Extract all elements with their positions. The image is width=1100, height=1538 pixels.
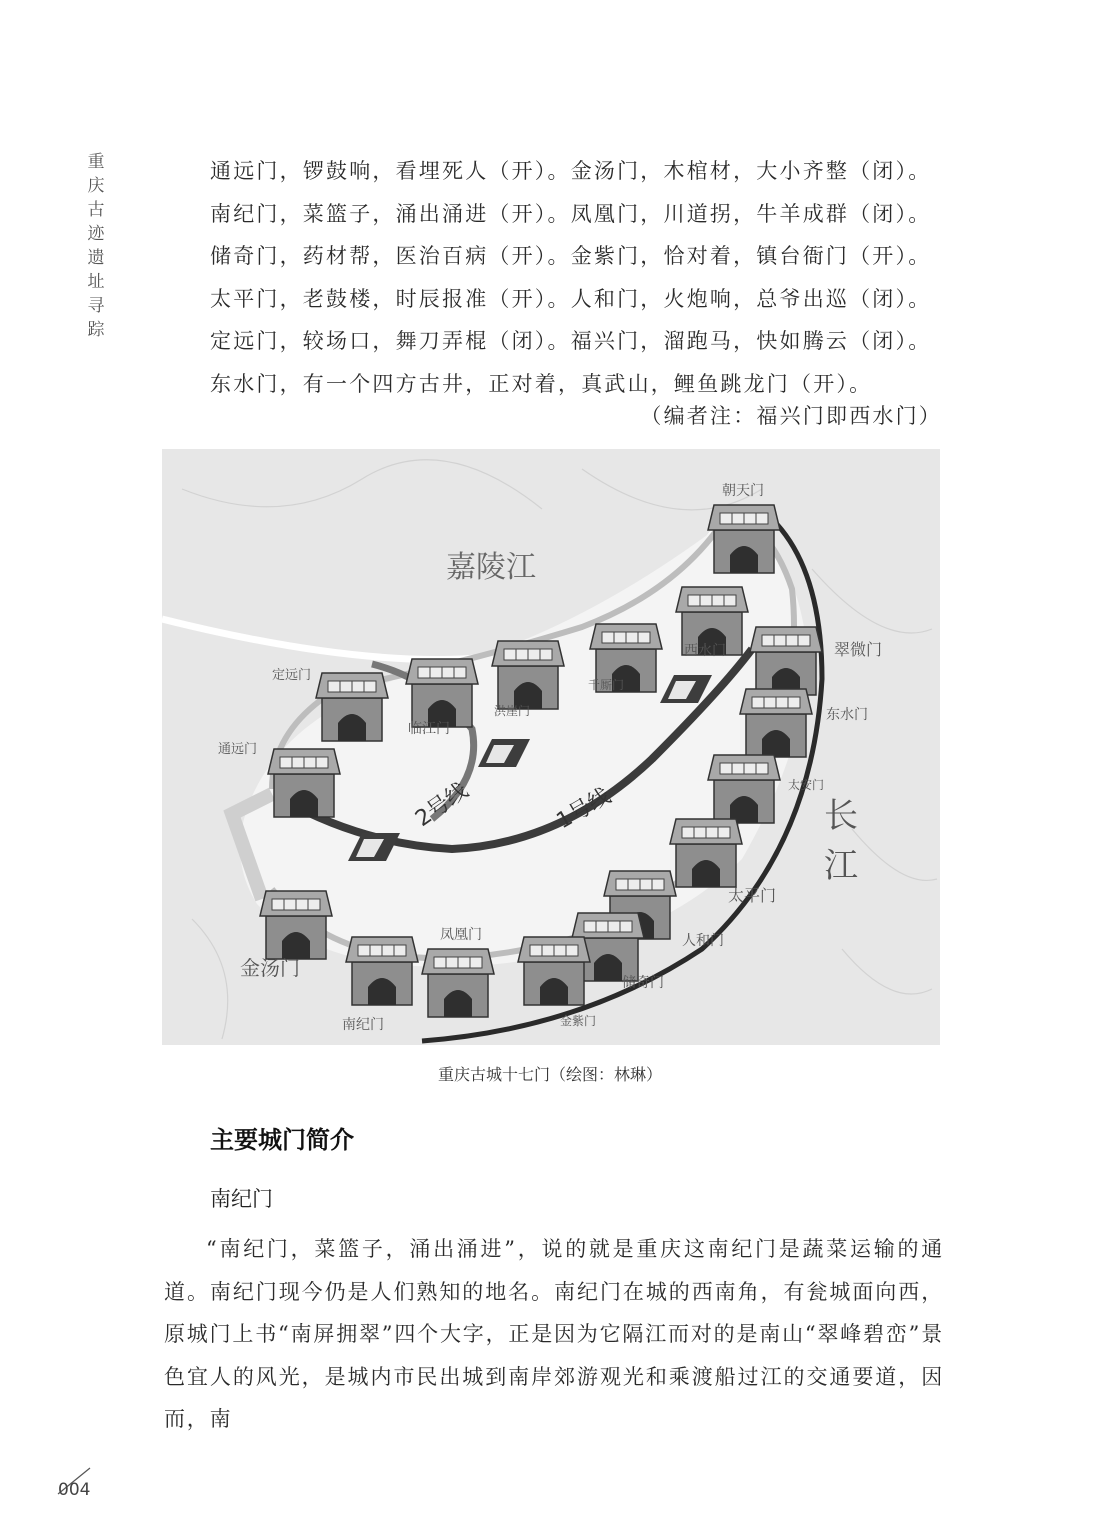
gate-label-qianshi: 千厮门	[588, 678, 625, 692]
section-title: 主要城门简介	[210, 1126, 354, 1154]
editor-note: （编者注：福兴门即西水门）	[640, 404, 942, 428]
gate-label-hongya: 洪崖门	[494, 704, 531, 718]
gate-label-fenghuang: 凤凰门	[440, 927, 482, 943]
gate-icon	[422, 949, 494, 1017]
gate-icon	[316, 673, 388, 741]
poem-line: 东水门，有一个四方古井，正对着，真武山，鲤鱼跳龙门（开）。	[210, 371, 873, 396]
gate-label-jintang: 金汤门	[240, 956, 300, 980]
river-label-jialing: 嘉陵江	[446, 550, 536, 585]
gate-label-chuqi: 储奇门	[622, 975, 664, 991]
poem-line: 通远门，锣鼓响，看埋死人（开）。金汤门，木棺材，大小齐整（闭）。	[210, 159, 932, 183]
gate-label-nanji: 南纪门	[342, 1017, 384, 1033]
folk-song	[210, 150, 930, 405]
gate-label-renhe: 人和门	[682, 933, 724, 949]
river-label-changjiang-1: 长	[824, 796, 858, 836]
gate-icon	[492, 641, 564, 709]
gate-label-taiping: 太平门	[728, 886, 777, 905]
figure-caption: 重庆古城十七门（绘图：林琳）	[437, 1065, 662, 1084]
gate-label-chaotian: 朝天门	[722, 483, 764, 499]
gate-label-dingyuan: 定远门	[272, 668, 312, 683]
poem-line: 定远门，较场口，舞刀弄棍（闭）。福兴门，溜跑马，快如腾云（闭）。	[210, 329, 932, 353]
gate-icon	[708, 755, 780, 823]
gate-icon	[750, 627, 822, 695]
gate-icon	[740, 689, 812, 757]
poem-line: 太平门，老鼓楼，时辰报准（开）。人和门，火炮响，总爷出巡（闭）。	[210, 286, 932, 311]
gate-label-cuiwei: 翠微门	[834, 640, 883, 659]
body-text	[164, 1228, 944, 1441]
river-label-changjiang-2: 江	[824, 846, 858, 886]
city-gates-map	[162, 449, 940, 1045]
gate-icon	[346, 937, 418, 1005]
page-number: 004	[58, 1480, 91, 1500]
gate-label-dongshui: 东水门	[826, 707, 868, 723]
paragraph: “南纪门，菜篮子，涌出涌进”，说的就是重庆这南纪门是蔬菜运输的通道。南纪门现今仍是人们熟知的地名。南纪门在城的西南角，有瓮城面向西，原城门上书“南屏拥翠”四个大字，正是因为它隔江而对的是南山“翠峰碧峦”景色宜人的风光，是城内市民出城到南岸郊游观光和乘渡船过江的交通要道，因而，南	[164, 1237, 944, 1431]
gate-label-jinzi: 金紫门	[560, 1014, 597, 1028]
line-label-2: 2号线	[411, 778, 473, 832]
gate-icon	[708, 505, 780, 573]
gate-label-xishui: 西水门	[684, 643, 726, 659]
gate-icon	[670, 819, 742, 887]
gate-label-linjiang: 临江门	[408, 721, 450, 737]
poem-line: 南纪门，菜篮子，涌出涌进（开）。凤凰门，川道拐，牛羊成群（闭）。	[210, 201, 932, 226]
line-label-1: 1号线	[552, 783, 616, 835]
gate-label-tongyuan: 通远门	[218, 742, 258, 757]
book-title: 重庆古迹遗址寻踪	[87, 152, 105, 340]
gate-icon	[268, 749, 340, 817]
gate-icon	[260, 891, 332, 959]
gate-label-taian: 太安门	[788, 778, 825, 792]
subsection-title: 南纪门	[210, 1187, 273, 1211]
gate-icon	[406, 659, 478, 727]
poem-line: 储奇门，药材帮，医治百病（开）。金紫门，恰对着，镇台衙门（开）。	[210, 244, 932, 268]
gate-icon	[518, 937, 590, 1005]
